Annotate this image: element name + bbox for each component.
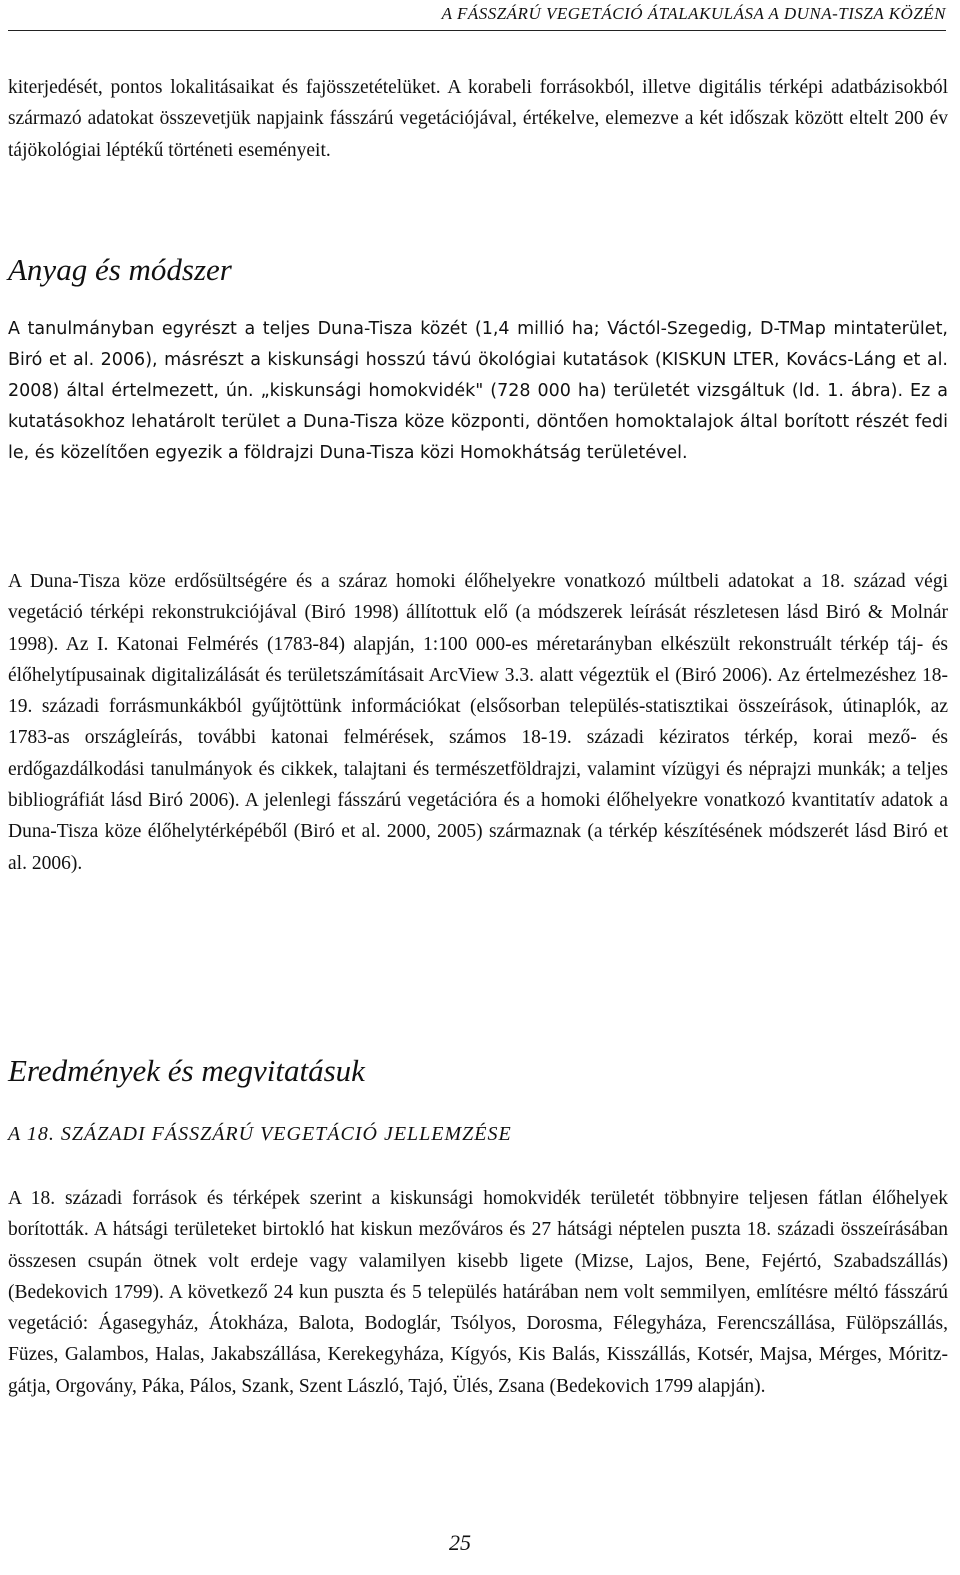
page-number: 25 — [449, 1530, 471, 1555]
header-rule — [8, 30, 946, 31]
methods-paragraph-2: A Duna-Tisza köze erdősültségére és a száraz homoki élőhelyekre vonatkozó múltbeli adatokat a 18. század végi vegetáció térképi rekonstrukciójával (Biró 1998) állítottuk elő (a módszerek leírását részletesen lásd Biró & Molnár 1998). Az I. Katonai Felmérés (1783-84) alapján, 1:100 000-es méretarányban elkészült rekonstruált térkép táj- és élőhelytípusainak digitalizálását és területszámításait ArcView 3.3. alatt végeztük el (Biró 2006). Az értelmezéshez 18-19. századi forrásmunkákból gyűjtöttünk információkat (elsősorban település-statisztikai összeírások, útinaplók, az 1783-as országleírás, további katonai felmérések, számos 18-19. századi kéziratos térkép, korai mező- és erdőgazdálkodási tanulmányok és cikkek, talajtani és természetföldrajzi, valamint vízügyi és néprajzi munkák; a teljes bibliográfiát lásd Biró 2006). A jelenlegi fásszárú vegetációra és a homoki élőhelyekre vonatkozó kvantitatív adatok a Duna-Tisza köze élőhelytérképéből (Biró et al. 2000, 2005) származnak (a térkép készítésének módszerét lásd Biró et al. 2006). — [8, 571, 948, 874]
results-paragraph-1: A 18. századi források és térképek szerint a kiskunsági homokvidék területét többnyire teljesen fátlan élőhelyek borították. A hátsági területeket birtokló hat kiskun mezőváros és 27 hátsági néptelen puszta 18. századi összeírásában összesen csupán ötnek volt erdeje vagy valamilyen kisebb ligete (Mizse, Lajos, Bene, Fejértó, Szabadszállás) (Bedekovich 1799). A következő 24 kun puszta és 5 település határában nem volt semmilyen, említésre méltó fásszárú vegetáció: Ágasegyház, Átokháza, Balota, Bodoglár, Tsólyos, Dorosma, Félegyháza, Ferencszállása, Fülöpszállás, Füzes, Galambos, Halas, Jakabszállása, Kerekegyháza, Kígyós, Kis Balás, Kisszállás, Kotsér, Majsa, Mérges, Móritz-gátja, Orgovány, Páka, Pálos, Szank, Szent László, Tajó, Ülés, Zsana (Bedekovich 1799 alapján). — [8, 1188, 948, 1397]
section-title-results: Eredmények és megvitatásuk — [8, 1053, 365, 1088]
subsection-title: A 18. SZÁZADI FÁSSZÁRÚ VEGETÁCIÓ JELLEMZÉSE — [8, 1123, 512, 1145]
running-head: A FÁSSZÁRÚ VEGETÁCIÓ ÁTALAKULÁSA A DUNA-TISZA KÖZÉN — [441, 4, 946, 23]
methods-paragraph-1: A tanulmányban egyrészt a teljes Duna-Tisza közét (1,4 millió ha; Váctól-Szegedig, D-TMap mintaterület, Biró et al. 2006), másrészt a kiskunsági hosszú távú ökológiai kutatások (KISKUN LTER, Kovács-Láng et al. 2008) által értelmezett, ún. „kiskunsági homokvidék" (728 000 ha) területét vizsgáltuk (ld. 1. ábra). Ez a kutatásokhoz lehatárolt terület a Duna-Tisza köze központi, döntően homoktalajok által borított részét fedi le, és közelítően egyezik a földrajzi Duna-Tisza közi Homokhátság területével. — [8, 319, 948, 463]
intro-paragraph: kiterjedését, pontos lokalitásaikat és fajösszetételüket. A korabeli forrásokból, illetve digitális térképi adatbázisokból származó adatokat összevetjük napjaink fásszárú vegetációjával, értékelve, elemezve a két időszak között eltelt 200 év tájökológiai léptékű történeti eseményeit. — [8, 77, 948, 161]
section-title-methods: Anyag és módszer — [8, 252, 232, 287]
